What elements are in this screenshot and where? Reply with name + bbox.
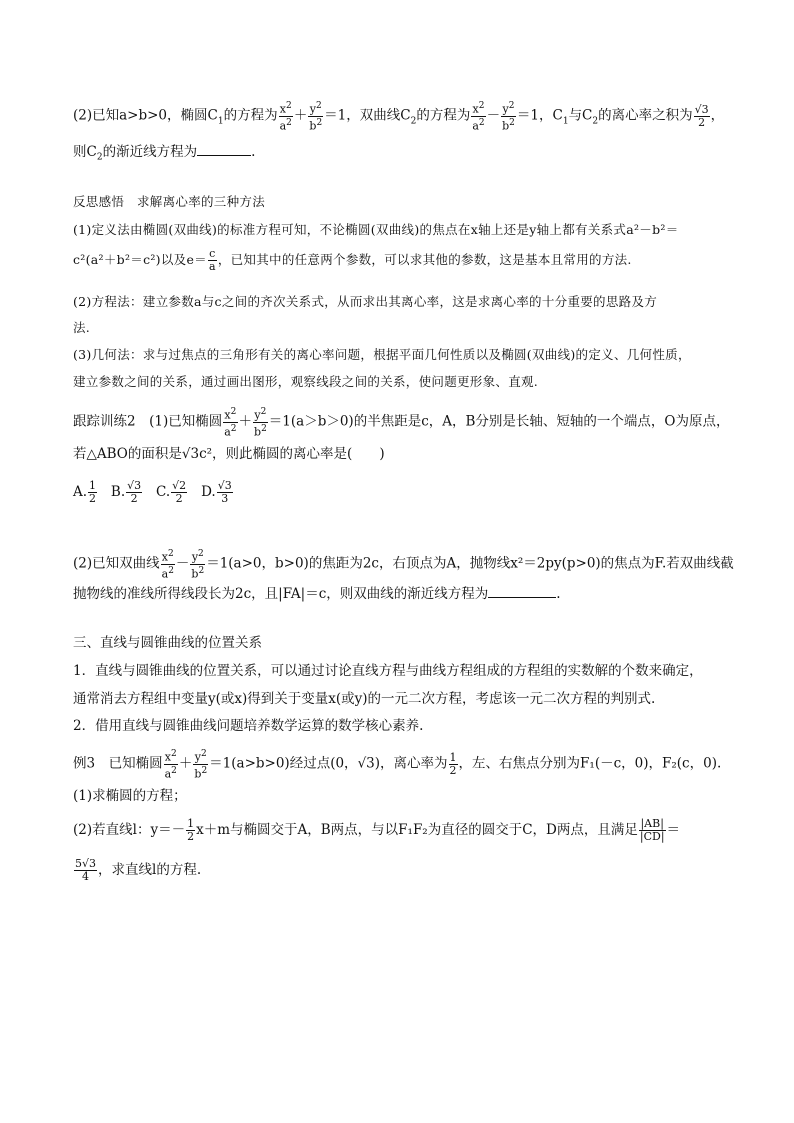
section-line: 2．借用直线与圆锥曲线问题培养数学运算的数学核心素养.: [73, 718, 424, 734]
fraction: $\frac{x^2}{a^2}$: [164, 749, 177, 781]
fraction: $\frac{1}{2}$: [89, 479, 97, 505]
fraction: $\frac{1}{2}$: [187, 817, 195, 843]
sub: 2: [96, 152, 103, 163]
fraction: $\frac{x^2}{a^2}$: [279, 101, 292, 133]
text: ＝1(a＞b＞0)的半焦距是c，A，B分别是长轴、短轴的一个端点，O为原点，: [268, 413, 730, 430]
fraction: $\frac{1}{2}$: [449, 750, 457, 777]
reflection-line: (1)定义法由椭圆(双曲线)的标准方程可知，不论椭圆(双曲线)的焦点在x轴上还是y轴上都有关系式a²－b²＝: [73, 222, 679, 237]
answer-blank: [197, 143, 251, 156]
fraction: $\frac{|AB|}{|CD|}$: [639, 817, 665, 843]
fraction: $\frac{√3}{2}$: [127, 479, 142, 505]
fraction: $\frac{y^2}{b^2}$: [194, 749, 208, 781]
reflection-line: [73, 248, 632, 273]
text: ，已知其中的任意两个参数，可以求其他的参数，这是基本且常用的方法.: [217, 252, 632, 267]
fraction: $\frac{√3}{2}$: [694, 102, 709, 129]
text: ，左、右焦点分别为F₁(－c，0)，F₂(c，0).: [458, 755, 722, 772]
sub: 1: [562, 116, 569, 127]
text: ＝1，双曲线C: [324, 107, 411, 124]
text: x＋m与椭圆交于A，B两点，与以F₁F₂为直径的圆交于C，D两点，且满足: [196, 822, 638, 838]
text: (2)已知a>b>0，椭圆C: [73, 107, 218, 124]
fraction: $\frac{y^2}{b^2}$: [502, 101, 515, 133]
track-line1: 跟踪训练2 (1)已知椭圆 $\frac{x^2}{a^2}$ ＋ $\frac{y^2}{b^2}$ ＝1(a＞b＞0)的半焦距是c，A，B分别是长轴、短轴的一个端点，O为原点，: [73, 407, 730, 439]
track-q2-line1: (2)已知双曲线 $\frac{x^2}{a^2}$ － $\frac{y^2}{b^2}$ ＝1(a>0，b>0)的焦距为2c，右顶点为A，抛物线x²＝2py(p>0)的焦点为F.若双曲线截: [73, 549, 734, 581]
fraction: $\frac{y^2}{b^2}$: [254, 407, 267, 439]
fraction: $\frac{x^2}{a^2}$: [224, 407, 237, 439]
example-line2: (1)求椭圆的方程；: [73, 788, 187, 804]
sqrt: √3: [357, 755, 375, 772]
option-c: C.: [156, 484, 171, 500]
track-q2-line2: [73, 584, 561, 604]
sub: 2: [410, 116, 417, 127]
example-line4: [73, 858, 201, 883]
option-b: B.: [110, 484, 126, 500]
text: 若△ABO的面积是: [73, 446, 182, 462]
reflection-line: (2)方程法：建立参数a与c之间的齐次关系式，从而求出其离心率，这是求离心率的十分重要的思路及方: [73, 294, 658, 309]
text: .: [556, 586, 561, 602]
section-line: 通常消去方程组中变量y(或x)得到关于变量x(或y)的一元二次方程，考虑该一元二次方程的判别式.: [73, 691, 656, 707]
text: c²(a²＋b²＝c²)以及e＝: [73, 252, 207, 267]
text: 例3 已知椭圆: [73, 755, 163, 772]
fraction: $\frac{x^2}{a^2}$: [161, 549, 174, 581]
answer-blank: [488, 585, 556, 598]
section-title: 三、直线与圆锥曲线的位置关系: [73, 635, 262, 651]
sub: 1: [217, 116, 224, 127]
option-d: D.: [201, 484, 216, 500]
text: ，求直线l的方程.: [98, 862, 202, 878]
example-line3: [73, 818, 680, 843]
text: 抛物线的准线所得线段长为2c，且|FA|＝c，则双曲线的渐近线方程为: [73, 586, 489, 602]
text: 的方程为: [223, 107, 278, 124]
text: .: [251, 144, 256, 160]
text: 的方程为: [416, 107, 471, 124]
text: 的渐近线方程为: [102, 144, 198, 160]
text: ＝1(a>b>0)经过点(0，: [209, 755, 358, 772]
fraction: $\frac{√3}{3}$: [217, 479, 232, 505]
text: ＝: [666, 822, 681, 838]
example-line1: 例3 已知椭圆 $\frac{x^2}{a^2}$ ＋ $\frac{y^2}{b^2}$ ＝1(a>b>0)经过点(0，√3)，离心率为 $\frac{1}{2}$ ，左、右焦点分别为F₁(－c，0)，F₂(c，0).: [73, 749, 722, 781]
reflection-line: 建立参数之间的关系，通过画出图形，观察线段之间的关系，使问题更形象、直观.: [73, 374, 539, 389]
fraction: $\frac{y^2}{b^2}$: [309, 101, 323, 133]
problem-2-line1: (2)已知a>b>0，椭圆$C_1$的方程为 $\frac{x^2}{a^2}$ ＋ $\frac{y^2}{b^2}$ ＝1，双曲线$C_2$的方程为 $\frac{x^2}{a^2}$ － $\frac{y^2}{b^2}$ ＝1，$C_1$与$C_2$的离心率之积为 $\frac{√3}{2}$ ，: [73, 101, 725, 133]
fraction: $\frac{5√3}{4}$: [75, 857, 97, 883]
text: ＝1，C: [516, 107, 563, 124]
sub: 2: [592, 116, 599, 127]
text: 跟踪训练2 (1)已知椭圆: [73, 413, 223, 430]
problem-2-line2: [73, 142, 255, 168]
text: (2)若直线l：y＝－: [73, 822, 186, 838]
track-options: [73, 480, 234, 505]
reflection-line: 法.: [73, 320, 91, 335]
fraction: $\frac{x^2}{a^2}$: [472, 101, 485, 133]
track-line2: [73, 444, 385, 464]
text: )，离心率为: [374, 755, 448, 772]
sqrt: √3: [181, 446, 200, 462]
reflection-title: 反思感悟 求解离心率的三种方法: [73, 194, 266, 209]
text: ＝1(a>0，b>0)的焦距为2c，右顶点为A，抛物线x²＝2py(p>0)的焦点为F.若双曲线截: [206, 555, 734, 572]
fraction: $\frac{c}{a}$: [208, 247, 216, 273]
text: c²，则此椭圆的离心率是( ): [199, 446, 385, 462]
fraction: $\frac{y^2}{b^2}$: [191, 549, 205, 581]
text: (2)已知双曲线: [73, 555, 160, 572]
text: 的离心率之积为: [598, 107, 693, 124]
option-a: A.: [73, 484, 88, 500]
text: 与C: [568, 107, 593, 124]
section-line: 1．直线与圆锥曲线的位置关系，可以通过讨论直线方程与曲线方程组成的方程组的实数解的个数来确定，: [73, 663, 703, 679]
text: 则C: [73, 144, 97, 160]
fraction: $\frac{√2}{2}$: [172, 479, 187, 505]
reflection-line: (3)几何法：求与过焦点的三角形有关的离心率问题，根据平面几何性质以及椭圆(双曲线)的定义、几何性质，: [73, 347, 691, 362]
